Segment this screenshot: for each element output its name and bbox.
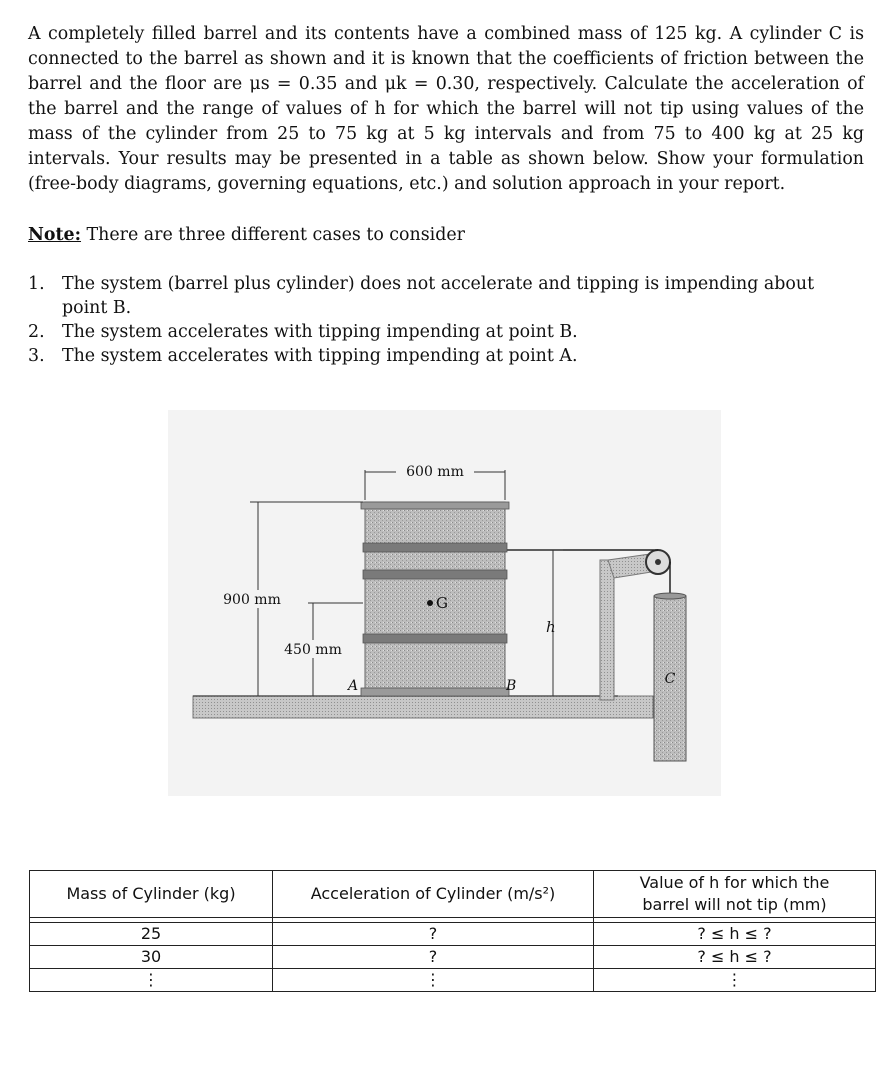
problem-statement: A completely filled barrel and its contents have a combined mass of 125 kg. A cylinder C is connected to the barrel as shown and it is known that the coefficients of friction between the barrel and the floor are μs = 0.35 and μk = 0.30, respectively. Calculate the acceleration of the barrel and the range of values of h for which the barrel will not tip using values of the mass of the cylinder from 25 to 75 kg at 5 kg intervals and from 75 to 400 kg at 25 kg intervals. Your results may be presented in a table as shown below. Show your formulation (free-body diagrams, governing equations, etc.) and solution approach in your report.	[28, 24, 864, 194]
case-text: The system accelerates with tipping impending at point B.	[62, 322, 578, 342]
case-list	[28, 272, 864, 368]
center-of-mass	[427, 600, 433, 606]
note-text: There are three different cases to consider	[86, 225, 465, 245]
case-number: 2.	[28, 322, 45, 342]
table-row	[30, 923, 876, 946]
column-header: Value of h for which the barrel will not tip (mm)	[594, 871, 876, 918]
table-cell: ⋮	[594, 969, 876, 992]
barrel	[365, 502, 505, 696]
table-cell: 30	[30, 946, 273, 969]
case-text: The system accelerates with tipping impending at point A.	[62, 346, 578, 366]
table-cell: ⋮	[273, 969, 594, 992]
results-table	[29, 870, 876, 992]
width-label: 600 mm	[406, 464, 464, 480]
table-cell: ?	[273, 923, 594, 946]
point-a-label: A	[348, 678, 359, 694]
note-label: Note:	[28, 225, 82, 245]
case-text: The system (barrel plus cylinder) does not accelerate and tipping is impending about point B.	[62, 274, 815, 318]
floor	[193, 696, 653, 718]
case-item	[28, 272, 864, 320]
g-height-label: 450 mm	[284, 642, 342, 658]
table-row	[30, 946, 876, 969]
point-b-label: B	[506, 678, 517, 694]
case-number: 3.	[28, 346, 45, 366]
h-label: h	[546, 618, 556, 636]
table-cell: ? ≤ h ≤ ?	[594, 946, 876, 969]
height-label: 900 mm	[223, 592, 281, 608]
cylinder-label: C	[664, 671, 676, 687]
barrel-diagram	[168, 410, 721, 796]
table-cell: 25	[30, 923, 273, 946]
center-label: G	[436, 594, 448, 612]
table-cell: ? ≤ h ≤ ?	[594, 923, 876, 946]
table-cell: ⋮	[30, 969, 273, 992]
note-line	[28, 223, 465, 248]
table-cell: ?	[273, 946, 594, 969]
column-header: Acceleration of Cylinder (m/s²)	[273, 871, 594, 918]
pulley-post	[600, 560, 614, 700]
case-item	[28, 320, 864, 344]
table-row	[30, 969, 876, 992]
column-header: Mass of Cylinder (kg)	[30, 871, 273, 918]
case-number: 1.	[28, 274, 45, 294]
case-item	[28, 344, 864, 368]
barrel-figure	[168, 410, 721, 796]
